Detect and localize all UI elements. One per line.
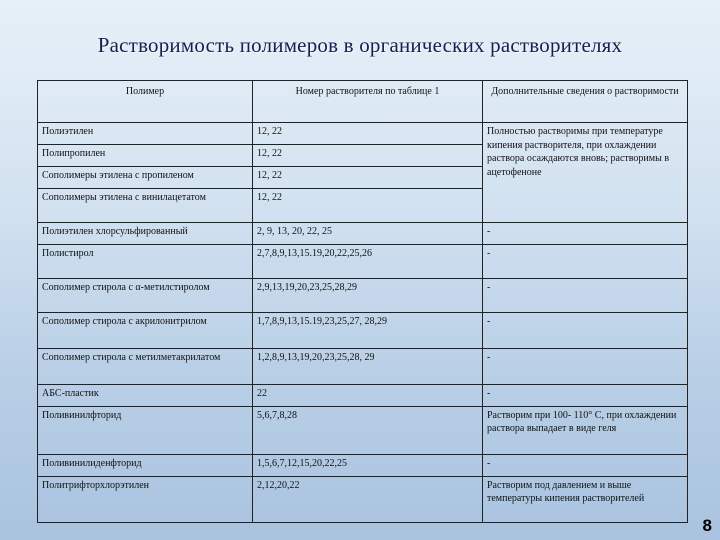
table-row bbox=[38, 385, 688, 407]
polymer-cell: Сополимер стирола с акрилонитрилом bbox=[38, 313, 253, 349]
header-polymer: Полимер bbox=[38, 81, 253, 123]
solvent-cell: 12, 22 bbox=[253, 167, 483, 189]
solubility-table bbox=[37, 80, 688, 523]
table-row bbox=[38, 407, 688, 455]
table-row bbox=[38, 455, 688, 477]
table-row bbox=[38, 279, 688, 313]
solvent-cell: 5,6,7,8,28 bbox=[253, 407, 483, 455]
notes-cell: - bbox=[483, 223, 688, 245]
polymer-cell: Полипропилен bbox=[38, 145, 253, 167]
solvent-cell: 22 bbox=[253, 385, 483, 407]
header-solvent-number: Номер растворителя по таблице 1 bbox=[253, 81, 483, 123]
polymer-cell: Полистирол bbox=[38, 245, 253, 279]
notes-cell: - bbox=[483, 385, 688, 407]
table-row bbox=[38, 313, 688, 349]
polymer-cell: Полиэтилен хлорсульфированный bbox=[38, 223, 253, 245]
solvent-cell: 1,2,8,9,13,19,20,23,25,28, 29 bbox=[253, 349, 483, 385]
notes-cell: - bbox=[483, 279, 688, 313]
solvent-cell: 12, 22 bbox=[253, 145, 483, 167]
table-header-row bbox=[38, 81, 688, 123]
solvent-cell: 2, 9, 13, 20, 22, 25 bbox=[253, 223, 483, 245]
table-row bbox=[38, 245, 688, 279]
table-row bbox=[38, 223, 688, 245]
solvent-cell: 2,9,13,19,20,23,25,28,29 bbox=[253, 279, 483, 313]
table-row bbox=[38, 477, 688, 523]
solvent-cell: 1,5,6,7,12,15,20,22,25 bbox=[253, 455, 483, 477]
solvent-cell: 2,12,20,22 bbox=[253, 477, 483, 523]
polymer-cell: Сополимер стирола с метилметакрилатом bbox=[38, 349, 253, 385]
header-additional-info: Дополнительные сведения о растворимости bbox=[483, 81, 688, 123]
slide-title: Растворимость полимеров в органических растворителях bbox=[97, 33, 623, 57]
polymer-cell: Сополимеры этилена с пропиленом bbox=[38, 167, 253, 189]
polymer-cell: Поливинилиденфторид bbox=[38, 455, 253, 477]
polymer-cell: АБС-пластик bbox=[38, 385, 253, 407]
notes-cell: Растворим под давлением и выше температуры кипения растворителей bbox=[483, 477, 688, 523]
notes-cell: - bbox=[483, 313, 688, 349]
polymer-cell: Сополимер стирола с α-метилстиролом bbox=[38, 279, 253, 313]
table-row bbox=[38, 349, 688, 385]
notes-cell: - bbox=[483, 455, 688, 477]
table-row bbox=[38, 123, 688, 145]
polymer-cell: Поливинилфторид bbox=[38, 407, 253, 455]
solvent-cell: 1,7,8,9,13,15.19,23,25,27, 28,29 bbox=[253, 313, 483, 349]
solvent-cell: 12, 22 bbox=[253, 189, 483, 223]
solvent-cell: 2,7,8,9,13,15.19,20,22,25,26 bbox=[253, 245, 483, 279]
polymer-cell: Сополимеры этилена с винилацетатом bbox=[38, 189, 253, 223]
solvent-cell: 12, 22 bbox=[253, 123, 483, 145]
notes-cell: - bbox=[483, 349, 688, 385]
polymer-cell: Политрифторхлорэтилен bbox=[38, 477, 253, 523]
merged-note-cell: Полностью растворимы при температуре кипения растворителя, при охлаждении раствора осаждаются вновь; растворимы в ацетофеноне bbox=[483, 123, 688, 223]
notes-cell: Растворим при 100- 110° С, при охлаждении раствора выпадает в виде геля bbox=[483, 407, 688, 455]
notes-cell: - bbox=[483, 245, 688, 279]
polymer-cell: Полиэтилен bbox=[38, 123, 253, 145]
page-number: 8 bbox=[702, 516, 712, 535]
